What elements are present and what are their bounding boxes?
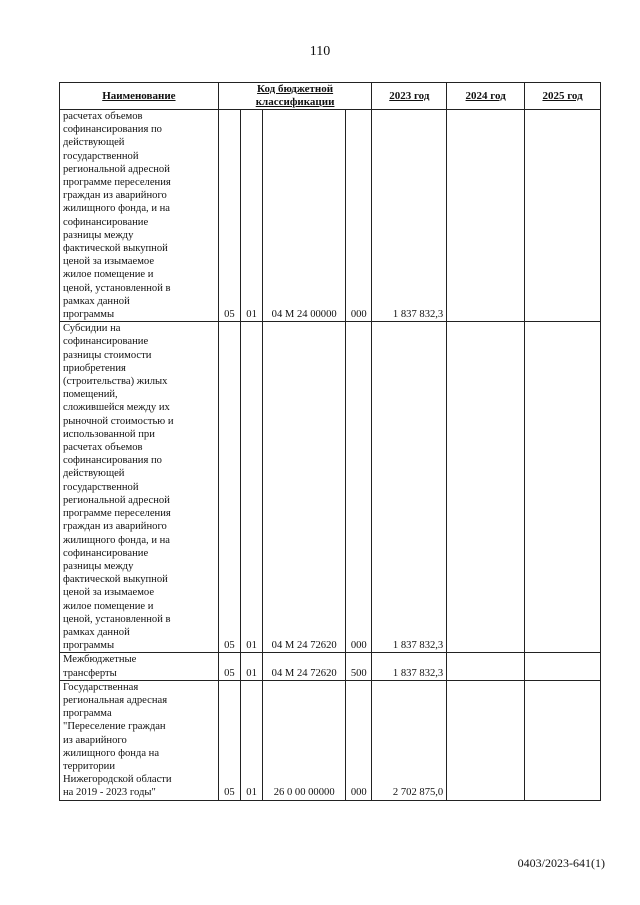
header-year-2024: 2024 год <box>447 83 525 110</box>
row-section: 05 <box>218 680 240 800</box>
table-row <box>60 680 601 800</box>
row-target-article: 04 М 24 00000 <box>263 110 346 322</box>
row-amount-2025 <box>525 653 601 680</box>
table-row <box>60 322 601 653</box>
header-budget-code: Код бюджетной классификации <box>218 83 372 110</box>
row-target-article: 26 0 00 00000 <box>263 680 346 800</box>
row-expense-type: 000 <box>346 110 372 322</box>
header-name: Наименование <box>60 83 219 110</box>
row-amount-2025 <box>525 110 601 322</box>
table-header-row <box>60 83 601 110</box>
row-subsection: 01 <box>240 110 262 322</box>
row-subsection: 01 <box>240 322 262 653</box>
row-name <box>60 110 219 322</box>
row-target-article: 04 М 24 72620 <box>263 322 346 653</box>
row-amount-2023: 1 837 832,3 <box>372 110 447 322</box>
row-subsection: 01 <box>240 653 262 680</box>
row-amount-2024 <box>447 653 525 680</box>
row-name-text: Субсидии на софинансирование разницы стоимости приобретения (строительства) жилых помещений, сложившейся между их рыночной стоимостью и использованной при расчетах объемов софинансирования по действующей государственной региональной адресной программе переселения граждан из аварийного жилищного фонда, и на софинансирование разницы между фактической выкупной ценой за изымаемое жилое помещение и ценой, установленной в рамках данной программы <box>63 323 174 652</box>
header-year-2023: 2023 год <box>372 83 447 110</box>
row-section: 05 <box>218 110 240 322</box>
row-amount-2025 <box>525 322 601 653</box>
header-year-2025: 2025 год <box>525 83 601 110</box>
row-section: 05 <box>218 322 240 653</box>
row-section: 05 <box>218 653 240 680</box>
row-amount-2025 <box>525 680 601 800</box>
row-name <box>60 653 219 680</box>
budget-table <box>59 82 601 801</box>
page-number: 110 <box>309 44 331 59</box>
row-name-text: расчетах объемов софинансирования по действующей государственной региональной адресной программе переселения граждан из аварийного жилищного фонда, и на софинансирование разницы между фактической выкупной ценой за изымаемое жилое помещение и ценой, установленной в рамках данной программы <box>63 111 171 321</box>
row-amount-2024 <box>447 322 525 653</box>
row-amount-2023: 2 702 875,0 <box>372 680 447 800</box>
row-expense-type: 500 <box>346 653 372 680</box>
row-amount-2024 <box>447 680 525 800</box>
row-target-article: 04 М 24 72620 <box>263 653 346 680</box>
row-amount-2024 <box>447 110 525 322</box>
row-name <box>60 322 219 653</box>
table-row <box>60 110 601 322</box>
row-expense-type: 000 <box>346 322 372 653</box>
table-row <box>60 653 601 680</box>
document-code: 0403/2023-641(1) <box>517 856 605 870</box>
row-expense-type: 000 <box>346 680 372 800</box>
row-subsection: 01 <box>240 680 262 800</box>
row-name <box>60 680 219 800</box>
row-amount-2023: 1 837 832,3 <box>372 322 447 653</box>
row-name-text: Государственная региональная адресная программа "Переселение граждан из аварийного жилищного фонда на территории Нижегородской области на 2019 - 2023 годы" <box>63 681 172 799</box>
row-name-text: Межбюджетные трансферты <box>63 654 137 679</box>
row-amount-2023: 1 837 832,3 <box>372 653 447 680</box>
